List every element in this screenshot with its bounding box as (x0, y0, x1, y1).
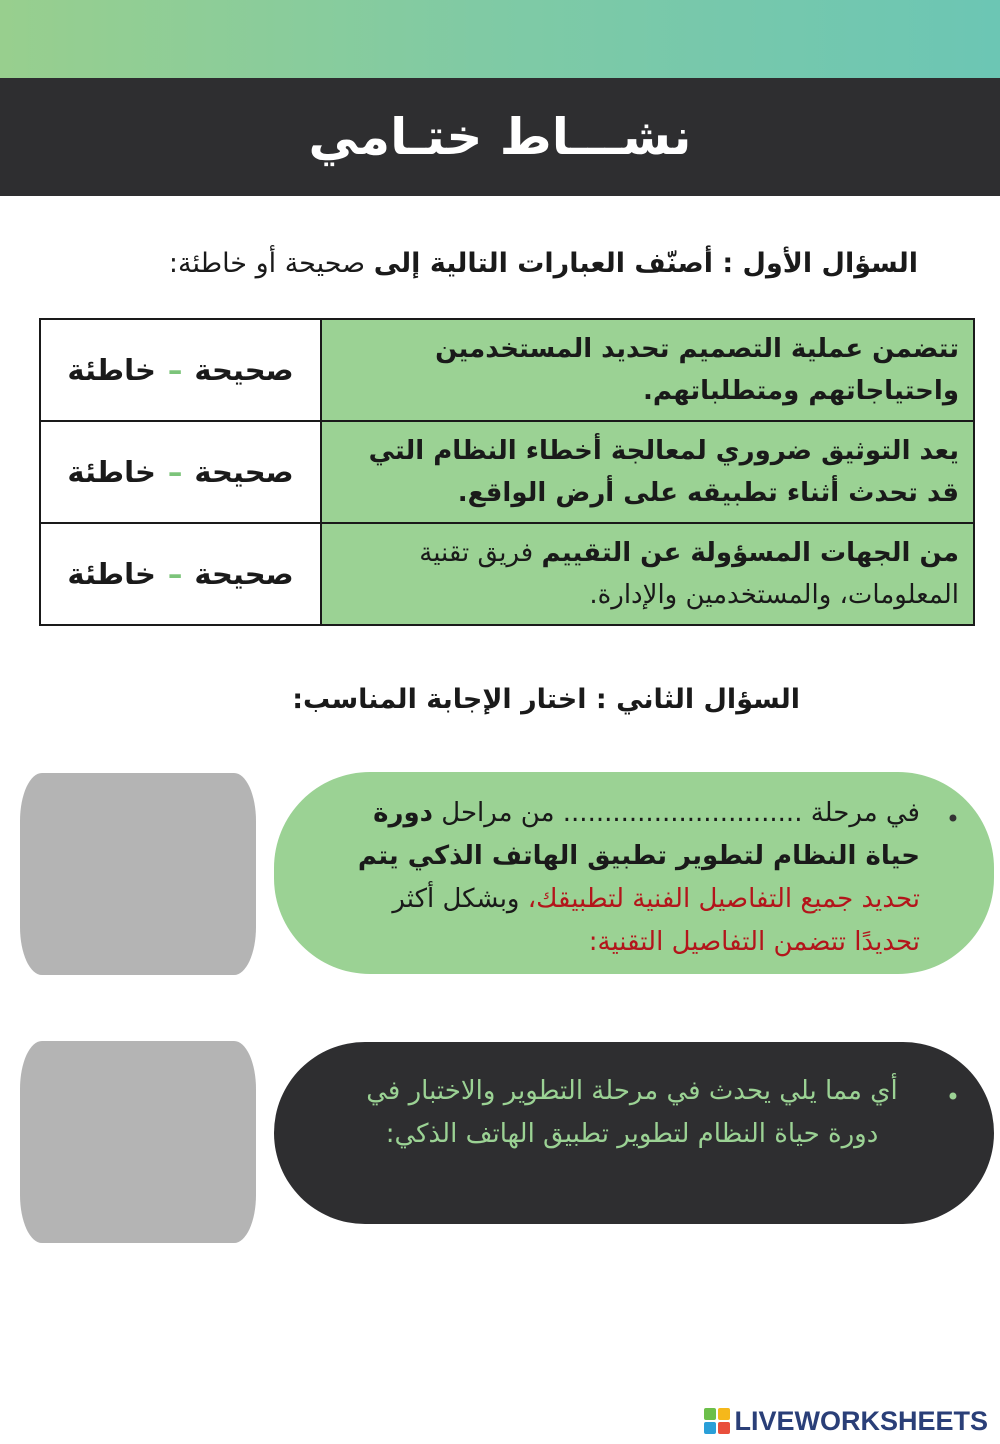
logo-text: LIVEWORKSHEETS (734, 1405, 988, 1436)
answer-cell (41, 524, 322, 624)
mcq-1-text-part4: تحديد جميع التفاصيل الفنية لتطبيقك، (527, 884, 920, 914)
option-false[interactable]: خاطئة (67, 455, 156, 489)
option-true[interactable]: صحيحة (194, 557, 294, 591)
logo-square (704, 1422, 716, 1434)
mcq-1-text-part3: دورة حياة النظام لتطوير تطبيق الهاتف الذكي يتم (357, 798, 920, 871)
answer-dropzone-2[interactable] (20, 1041, 256, 1243)
mcq-1-text-part6: تحديدًا تتضمن التفاصيل التقنية: (588, 927, 920, 957)
table-row (41, 524, 973, 624)
option-separator: – (167, 353, 183, 387)
logo-square (718, 1422, 730, 1434)
statement-text: يعد التوثيق ضروري لمعالجة أخطاء النظام التي قد تحدث أثناء تطبيقه على أرض الواقع. (368, 436, 959, 508)
question1-heading (169, 248, 918, 279)
question1-heading-normal: صحيحة أو خاطئة: (168, 248, 374, 279)
bullet-icon: • (945, 1083, 960, 1111)
answer-dropzone-1[interactable] (20, 773, 256, 975)
question2-heading: السؤال الثاني : اختار الإجابة المناسب: (292, 684, 800, 715)
option-true[interactable]: صحيحة (194, 353, 294, 387)
statement-text-light: فريق تقنية المعلومات، والمستخدمين والإدارة. (419, 538, 959, 610)
logo-square (704, 1408, 716, 1420)
option-true[interactable]: صحيحة (194, 455, 294, 489)
option-separator: – (167, 557, 183, 591)
logo-square (718, 1408, 730, 1420)
true-false-table (39, 318, 975, 626)
mcq-2-text: أي مما يلي يحدث في مرحلة التطوير والاختبار في دورة حياة النظام لتطوير تطبيق الهاتف الذكي: (366, 1076, 898, 1149)
statement-cell (322, 320, 973, 420)
mcq-card-1 (274, 772, 994, 974)
option-false[interactable]: خاطئة (67, 353, 156, 387)
mcq-1-blank: ............................. (562, 798, 803, 828)
question1-heading-bold: السؤال الأول : أصنّف العبارات التالية إلى (373, 248, 918, 279)
bullet-icon: • (945, 805, 960, 833)
statement-cell (322, 524, 973, 624)
page-title: نشـــاط ختـامي (308, 108, 692, 166)
table-row (41, 320, 973, 422)
liveworksheets-logo (704, 1404, 988, 1438)
mcq-card-2 (274, 1042, 994, 1224)
answer-cell (41, 320, 322, 420)
statement-cell (322, 422, 973, 522)
statement-text: تتضمن عملية التصميم تحديد المستخدمين واحتياجاتهم ومتطلباتهم. (435, 334, 959, 406)
answer-cell (41, 422, 322, 522)
option-false[interactable]: خاطئة (67, 557, 156, 591)
title-bar (0, 78, 1000, 196)
mcq-1-text-part1: في مرحلة (802, 798, 920, 828)
mcq-1-text-part2: من مراحل (433, 798, 563, 828)
table-row (41, 422, 973, 524)
mcq-1-text-part5: وبشكل أكثر (392, 884, 528, 914)
statement-text: من الجهات المسؤولة عن التقييم (541, 538, 959, 568)
option-separator: – (167, 455, 183, 489)
logo-mark-icon (704, 1408, 730, 1434)
header-gradient-band (0, 0, 1000, 78)
